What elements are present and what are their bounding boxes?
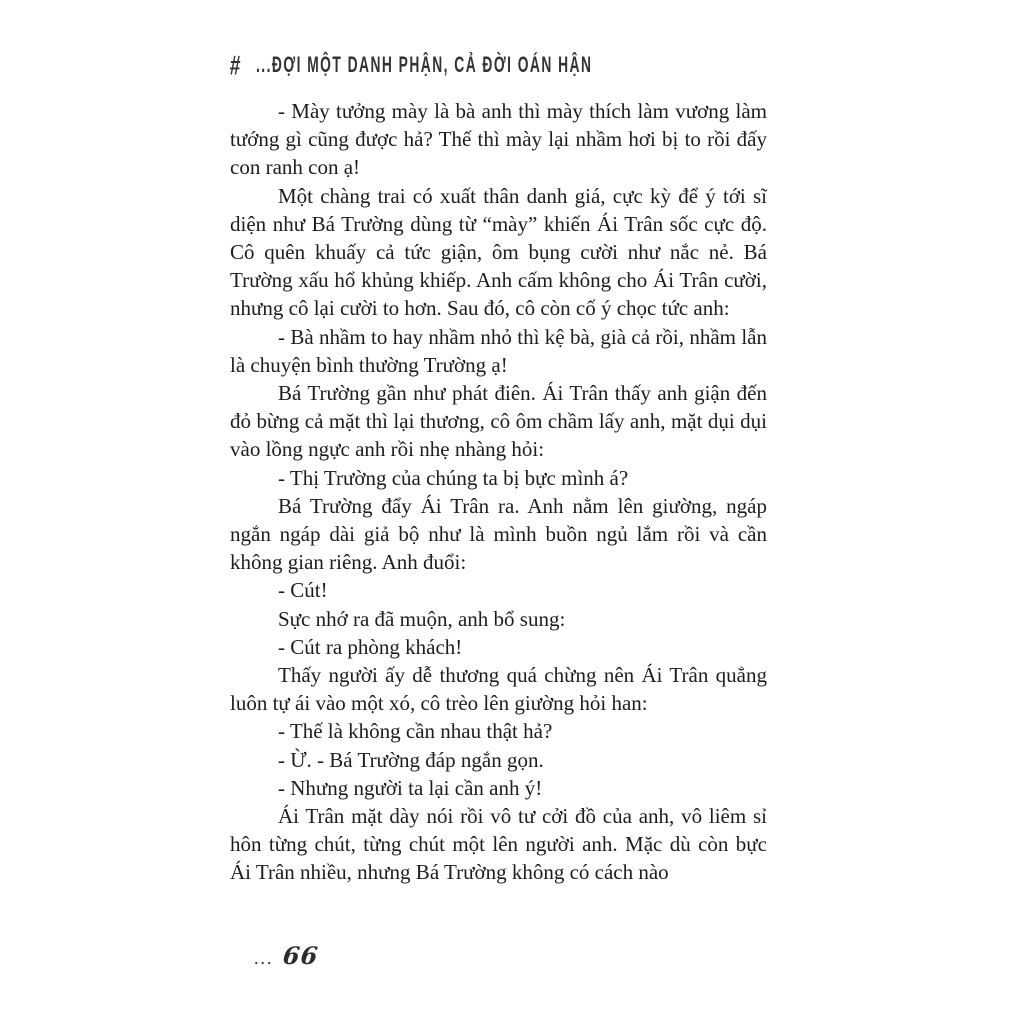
body-text (230, 97, 767, 887)
footer (254, 941, 320, 970)
paragraph: Sực nhớ ra đã muộn, anh bổ sung: (278, 606, 566, 631)
paragraph: - Cút! (278, 578, 328, 603)
running-header (229, 49, 622, 81)
footer-dots: ... (254, 948, 274, 968)
paragraph: - Bà nhầm to hay nhầm nhỏ thì kệ bà, già cả rồi, nhầm lẫn là chuyện bình thường Trường ạ! (230, 324, 767, 377)
chapter-title: ...ĐỢI MỘT DANH PHẬN, CẢ ĐỜI OÁN HẬN (256, 52, 593, 78)
paragraph: - Cút ra phòng khách! (278, 634, 463, 659)
paragraph: - Ừ. - Bá Trường đáp ngắn gọn. (278, 747, 544, 772)
hash-icon: # (229, 49, 242, 81)
paragraph: Một chàng trai có xuất thân danh giá, cực kỳ để ý tới sĩ diện như Bá Trường dùng từ “mày” khiến Ái Trân sốc cực độ. Cô quên khuấy cả tức giận, ôm bụng cười như nắc nẻ. Bá Trường xấu hổ khủng khiếp. Anh cấm không cho Ái Trân cười, nhưng cô lại cười to hơn. Sau đó, cô còn cố ý chọc tức anh: (230, 183, 767, 321)
paragraph: - Nhưng người ta lại cần anh ý! (278, 775, 543, 800)
paragraph: Thấy người ấy dễ thương quá chừng nên Ái Trân quẳng luôn tự ái vào một xó, cô trèo lên giường hỏi han: (230, 663, 767, 716)
paragraph: Bá Trường đẩy Ái Trân ra. Anh nằm lên giường, ngáp ngắn ngáp dài giả bộ như là mình buồn ngủ lắm rồi và cần không gian riêng. Anh đuổi: (230, 493, 767, 575)
page-number: 66 (281, 941, 320, 970)
paragraph: - Mày tưởng mày là bà anh thì mày thích làm vương làm tướng gì cũng được hả? Thế thì mày lại nhầm hơi bị to rồi đấy con ranh con ạ! (230, 99, 767, 180)
paragraph: Ái Trân mặt dày nói rồi vô tư cởi đồ của anh, vô liêm sỉ hôn từng chút, từng chút một lên người anh. Mặc dù còn bực Ái Trân nhiều, nhưng Bá Trường không có cách nào (230, 804, 767, 885)
paragraph: - Thị Trường của chúng ta bị bực mình á? (278, 465, 629, 490)
paragraph: Bá Trường gần như phát điên. Ái Trân thấy anh giận đến đỏ bừng cả mặt thì lại thương, cô ôm chầm lấy anh, mặt dụi dụi vào lồng ngực anh rồi nhẹ nhàng hỏi: (230, 381, 767, 462)
paragraph: - Thế là không cần nhau thật hả? (278, 719, 553, 744)
